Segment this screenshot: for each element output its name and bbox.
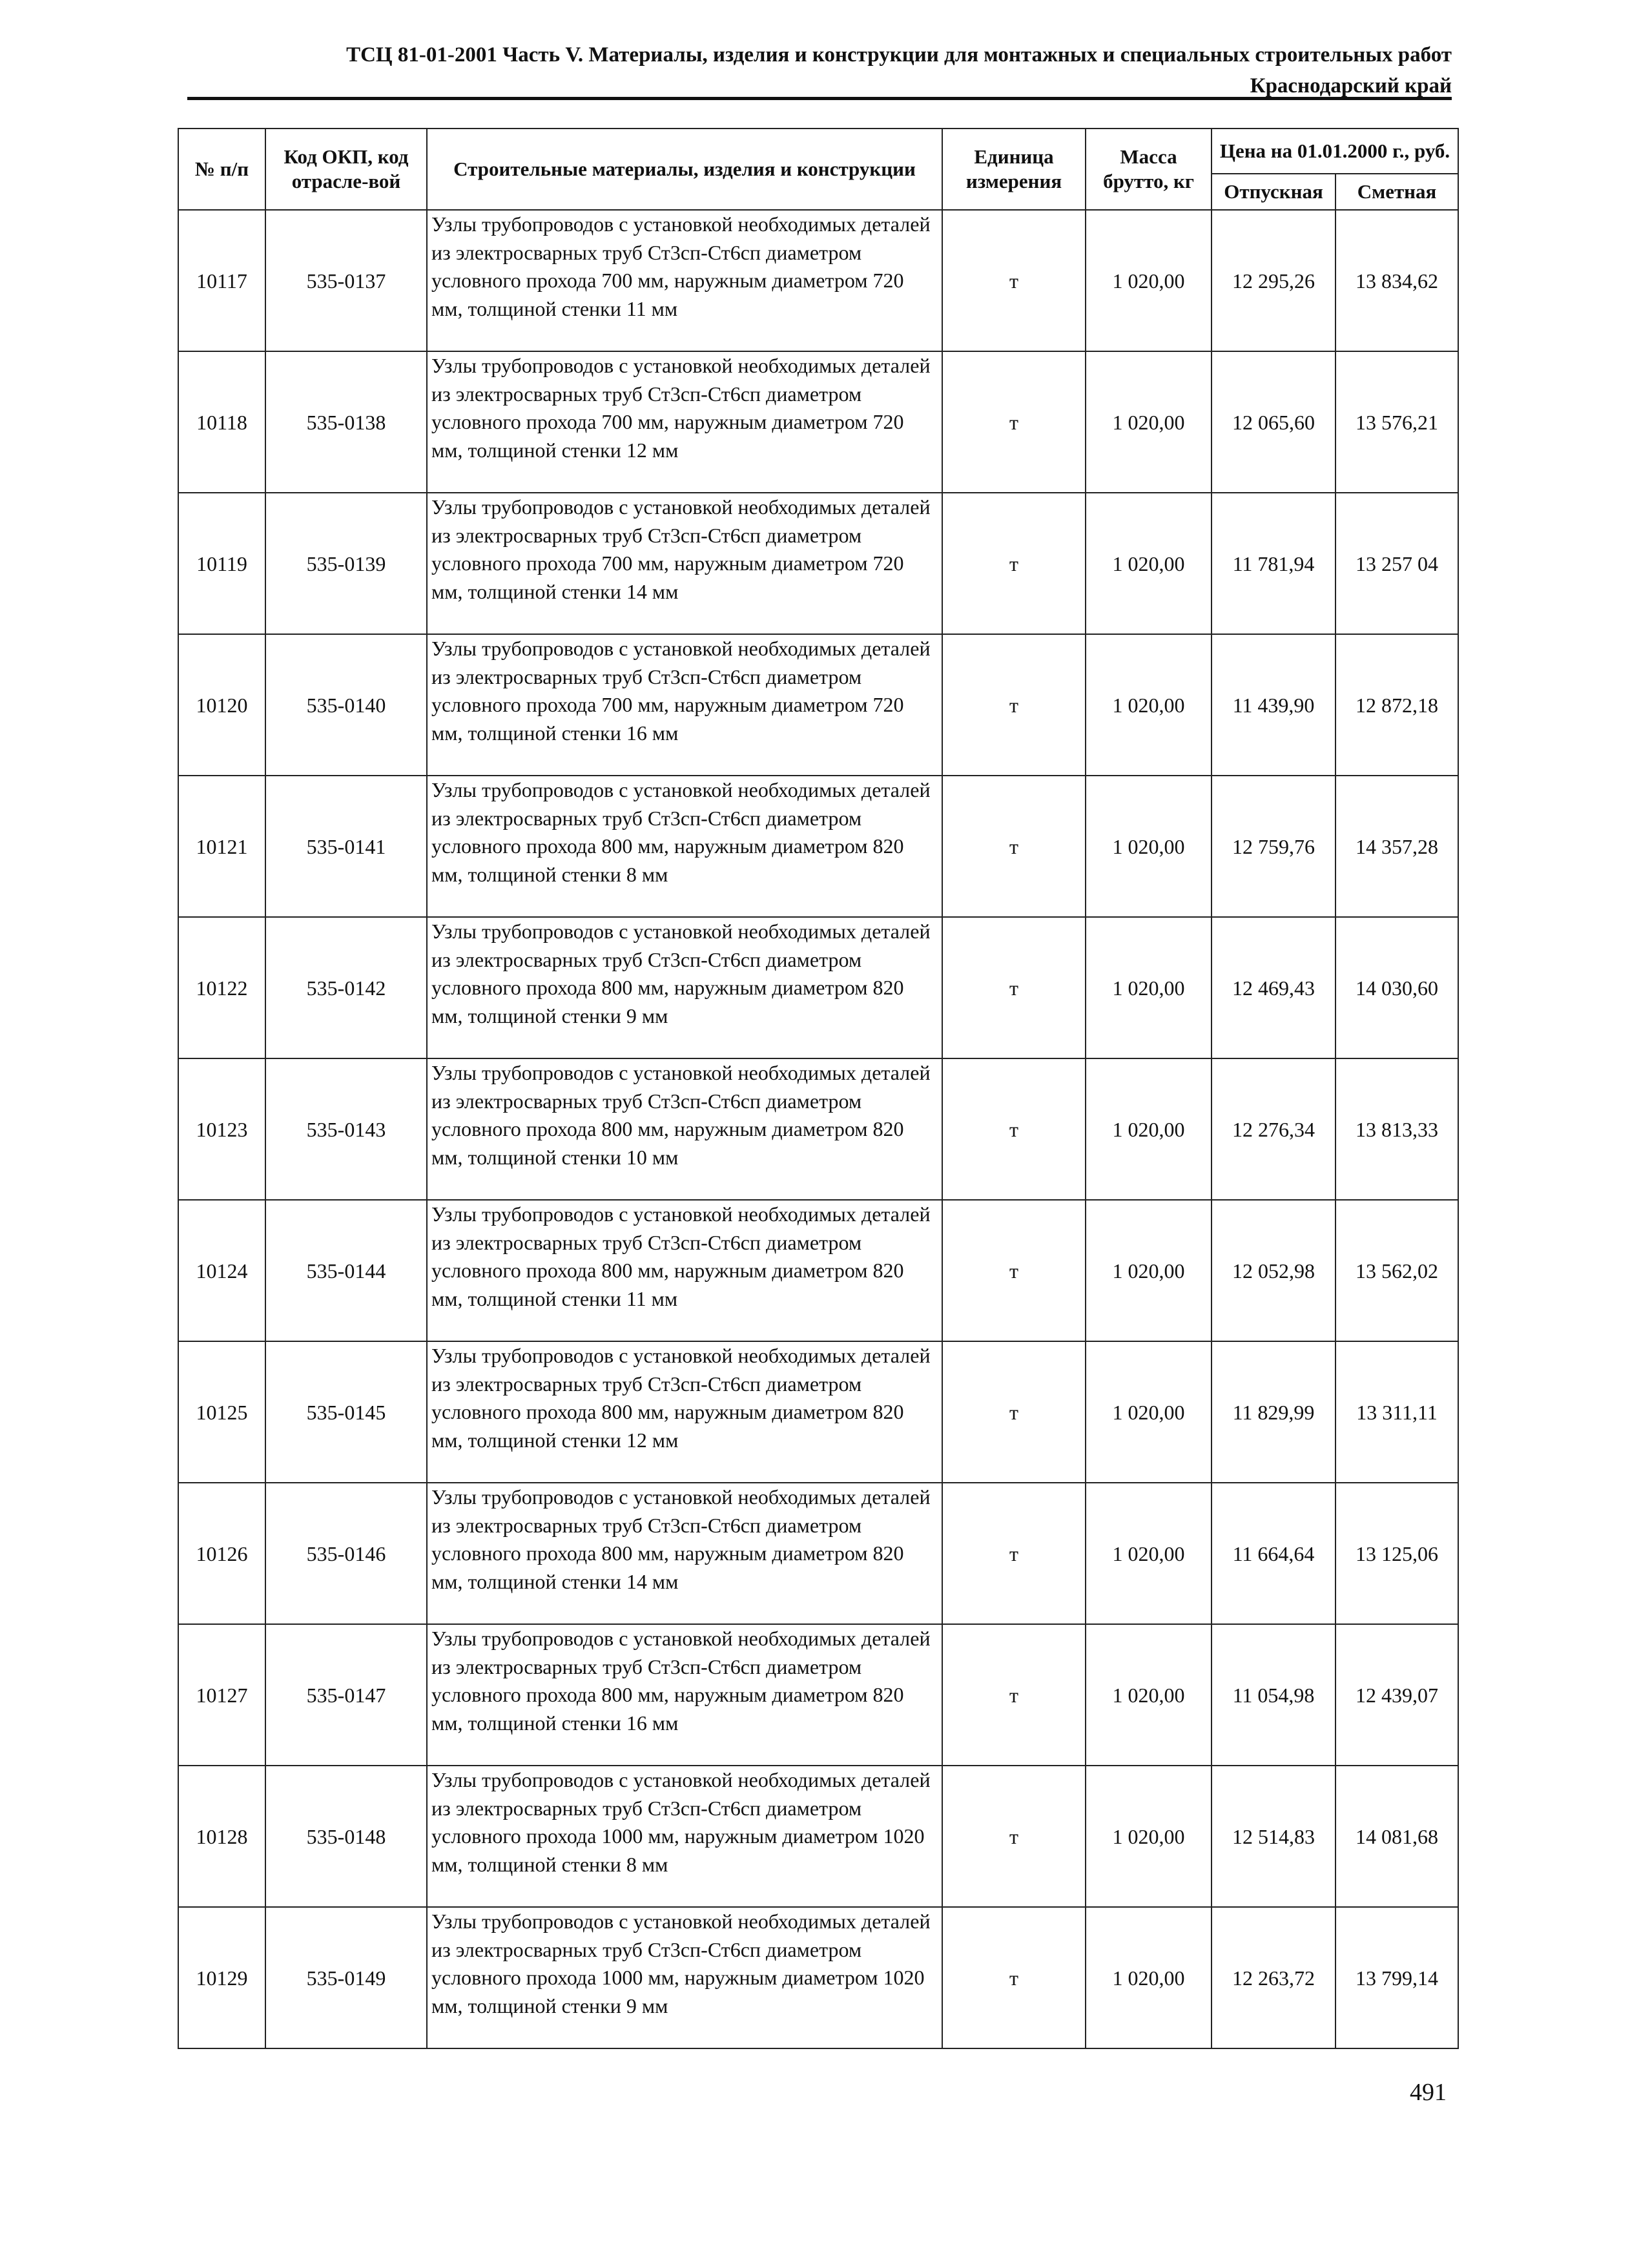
cell-name: Узлы трубопроводов с установкой необходимых деталей из электросварных труб Ст3сп-Ст6сп диаметром условного прохода 800 мм, наружным диаметром 820 мм, толщиной стенки 14 мм	[427, 1483, 942, 1624]
table-row	[178, 776, 1458, 917]
cell-estimate: 13 834,62	[1335, 210, 1458, 351]
cell-code: 535-0137	[265, 210, 427, 351]
cell-name: Узлы трубопроводов с установкой необходимых деталей из электросварных труб Ст3сп-Ст6сп диаметром условного прохода 700 мм, наружным диаметром 720 мм, толщиной стенки 16 мм	[427, 634, 942, 776]
cell-num: 10126	[178, 1483, 265, 1624]
materials-price-table	[178, 128, 1459, 2049]
cell-num: 10123	[178, 1058, 265, 1200]
cell-num: 10121	[178, 776, 265, 917]
table-row	[178, 1200, 1458, 1341]
region-name: Краснодарский край	[1250, 74, 1452, 98]
cell-mass: 1 020,00	[1086, 1907, 1212, 2048]
cell-code: 535-0143	[265, 1058, 427, 1200]
cell-name: Узлы трубопроводов с установкой необходимых деталей из электросварных труб Ст3сп-Ст6сп диаметром условного прохода 800 мм, наружным диаметром 820 мм, толщиной стенки 10 мм	[427, 1058, 942, 1200]
cell-num: 10119	[178, 493, 265, 634]
table-row	[178, 634, 1458, 776]
cell-mass: 1 020,00	[1086, 1200, 1212, 1341]
table-row	[178, 1058, 1458, 1200]
cell-name: Узлы трубопроводов с установкой необходимых деталей из электросварных труб Ст3сп-Ст6сп диаметром условного прохода 700 мм, наружным диаметром 720 мм, толщиной стенки 11 мм	[427, 210, 942, 351]
cell-num: 10120	[178, 634, 265, 776]
cell-estimate: 13 799,14	[1335, 1907, 1458, 2048]
cell-code: 535-0148	[265, 1766, 427, 1907]
document-title: ТСЦ 81-01-2001 Часть V. Материалы, изделия и конструкции для монтажных и специальных строительных работ	[346, 43, 1452, 67]
cell-mass: 1 020,00	[1086, 1483, 1212, 1624]
cell-mass: 1 020,00	[1086, 1341, 1212, 1483]
cell-estimate: 12 439,07	[1335, 1624, 1458, 1766]
cell-estimate: 13 576,21	[1335, 351, 1458, 493]
cell-estimate: 13 813,33	[1335, 1058, 1458, 1200]
cell-num: 10128	[178, 1766, 265, 1907]
table-row	[178, 1624, 1458, 1766]
table-row	[178, 1907, 1458, 2048]
cell-estimate: 13 562,02	[1335, 1200, 1458, 1341]
cell-code: 535-0144	[265, 1200, 427, 1341]
cell-estimate: 14 030,60	[1335, 917, 1458, 1058]
cell-unit: т	[942, 917, 1086, 1058]
table-body	[178, 210, 1458, 2048]
table-row	[178, 917, 1458, 1058]
cell-name: Узлы трубопроводов с установкой необходимых деталей из электросварных труб Ст3сп-Ст6сп диаметром условного прохода 800 мм, наружным диаметром 820 мм, толщиной стенки 8 мм	[427, 776, 942, 917]
cell-release: 12 052,98	[1212, 1200, 1335, 1341]
cell-estimate: 12 872,18	[1335, 634, 1458, 776]
cell-release: 12 514,83	[1212, 1766, 1335, 1907]
cell-name: Узлы трубопроводов с установкой необходимых деталей из электросварных труб Ст3сп-Ст6сп диаметром условного прохода 700 мм, наружным диаметром 720 мм, толщиной стенки 12 мм	[427, 351, 942, 493]
cell-num: 10127	[178, 1624, 265, 1766]
cell-name: Узлы трубопроводов с установкой необходимых деталей из электросварных труб Ст3сп-Ст6сп диаметром условного прохода 800 мм, наружным диаметром 820 мм, толщиной стенки 9 мм	[427, 917, 942, 1058]
table-row	[178, 210, 1458, 351]
header-name: Строительные материалы, изделия и конструкции	[427, 129, 942, 210]
header-estimate-price: Сметная	[1335, 174, 1458, 210]
cell-mass: 1 020,00	[1086, 493, 1212, 634]
cell-unit: т	[942, 1200, 1086, 1341]
cell-unit: т	[942, 1766, 1086, 1907]
cell-name: Узлы трубопроводов с установкой необходимых деталей из электросварных труб Ст3сп-Ст6сп диаметром условного прохода 800 мм, наружным диаметром 820 мм, толщиной стенки 11 мм	[427, 1200, 942, 1341]
header-divider	[187, 97, 1452, 100]
header-num: № п/п	[178, 129, 265, 210]
header-release-price: Отпускная	[1212, 174, 1335, 210]
cell-estimate: 13 311,11	[1335, 1341, 1458, 1483]
cell-unit: т	[942, 351, 1086, 493]
cell-mass: 1 020,00	[1086, 776, 1212, 917]
cell-release: 11 829,99	[1212, 1341, 1335, 1483]
table-row	[178, 493, 1458, 634]
cell-unit: т	[942, 1624, 1086, 1766]
cell-mass: 1 020,00	[1086, 351, 1212, 493]
cell-code: 535-0146	[265, 1483, 427, 1624]
cell-code: 535-0141	[265, 776, 427, 917]
cell-name: Узлы трубопроводов с установкой необходимых деталей из электросварных труб Ст3сп-Ст6сп диаметром условного прохода 800 мм, наружным диаметром 820 мм, толщиной стенки 16 мм	[427, 1624, 942, 1766]
cell-unit: т	[942, 776, 1086, 917]
cell-unit: т	[942, 1058, 1086, 1200]
cell-unit: т	[942, 493, 1086, 634]
cell-unit: т	[942, 634, 1086, 776]
cell-name: Узлы трубопроводов с установкой необходимых деталей из электросварных труб Ст3сп-Ст6сп диаметром условного прохода 700 мм, наружным диаметром 720 мм, толщиной стенки 14 мм	[427, 493, 942, 634]
header-code: Код ОКП, код отрасле-вой	[265, 129, 427, 210]
cell-mass: 1 020,00	[1086, 1624, 1212, 1766]
cell-code: 535-0142	[265, 917, 427, 1058]
header-price: Цена на 01.01.2000 г., руб.	[1212, 129, 1458, 174]
cell-release: 12 469,43	[1212, 917, 1335, 1058]
cell-num: 10125	[178, 1341, 265, 1483]
table-row	[178, 1483, 1458, 1624]
cell-code: 535-0140	[265, 634, 427, 776]
cell-mass: 1 020,00	[1086, 634, 1212, 776]
cell-num: 10124	[178, 1200, 265, 1341]
cell-release: 11 781,94	[1212, 493, 1335, 634]
cell-unit: т	[942, 1483, 1086, 1624]
page-number: 491	[1410, 2079, 1447, 2106]
cell-name: Узлы трубопроводов с установкой необходимых деталей из электросварных труб Ст3сп-Ст6сп диаметром условного прохода 800 мм, наружным диаметром 820 мм, толщиной стенки 12 мм	[427, 1341, 942, 1483]
cell-code: 535-0147	[265, 1624, 427, 1766]
cell-estimate: 14 357,28	[1335, 776, 1458, 917]
cell-mass: 1 020,00	[1086, 1058, 1212, 1200]
cell-release: 11 439,90	[1212, 634, 1335, 776]
cell-num: 10129	[178, 1907, 265, 2048]
cell-unit: т	[942, 1341, 1086, 1483]
header-unit: Единица измерения	[942, 129, 1086, 210]
cell-release: 12 065,60	[1212, 351, 1335, 493]
table-row	[178, 351, 1458, 493]
cell-num: 10122	[178, 917, 265, 1058]
table-row	[178, 1341, 1458, 1483]
table-row	[178, 1766, 1458, 1907]
cell-release: 11 664,64	[1212, 1483, 1335, 1624]
cell-release: 12 276,34	[1212, 1058, 1335, 1200]
cell-code: 535-0149	[265, 1907, 427, 2048]
cell-release: 12 295,26	[1212, 210, 1335, 351]
page-header	[187, 40, 1452, 101]
cell-estimate: 14 081,68	[1335, 1766, 1458, 1907]
cell-name: Узлы трубопроводов с установкой необходимых деталей из электросварных труб Ст3сп-Ст6сп диаметром условного прохода 1000 мм, наружным диаметром 1020 мм, толщиной стенки 8 мм	[427, 1766, 942, 1907]
cell-release: 11 054,98	[1212, 1624, 1335, 1766]
cell-release: 12 263,72	[1212, 1907, 1335, 2048]
cell-release: 12 759,76	[1212, 776, 1335, 917]
cell-num: 10118	[178, 351, 265, 493]
cell-num: 10117	[178, 210, 265, 351]
cell-estimate: 13 257 04	[1335, 493, 1458, 634]
cell-unit: т	[942, 1907, 1086, 2048]
cell-code: 535-0138	[265, 351, 427, 493]
cell-code: 535-0139	[265, 493, 427, 634]
cell-unit: т	[942, 210, 1086, 351]
cell-estimate: 13 125,06	[1335, 1483, 1458, 1624]
header-mass: Масса брутто, кг	[1086, 129, 1212, 210]
cell-mass: 1 020,00	[1086, 917, 1212, 1058]
cell-code: 535-0145	[265, 1341, 427, 1483]
cell-mass: 1 020,00	[1086, 210, 1212, 351]
cell-mass: 1 020,00	[1086, 1766, 1212, 1907]
cell-name: Узлы трубопроводов с установкой необходимых деталей из электросварных труб Ст3сп-Ст6сп диаметром условного прохода 1000 мм, наружным диаметром 1020 мм, толщиной стенки 9 мм	[427, 1907, 942, 2048]
